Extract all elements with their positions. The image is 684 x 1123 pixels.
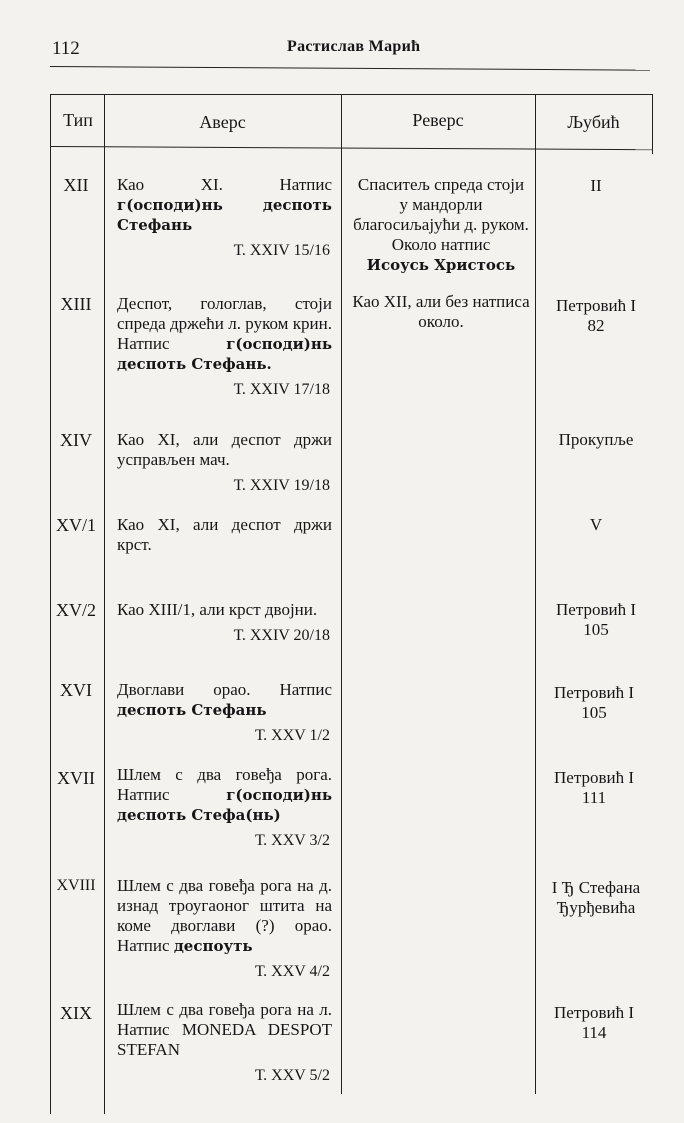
avers-text: Као XI, али деспот држи крст. [117, 515, 332, 554]
row-revers [352, 292, 530, 332]
table-header-rule [50, 146, 653, 150]
row-ljubic: V [589, 515, 603, 534]
row-type: XV/2 [56, 600, 96, 620]
row-revers [352, 175, 530, 275]
column-divider-2 [341, 94, 342, 1094]
row-type: XIX [60, 1003, 92, 1023]
revers-text: Као XII, али без натписа около. [352, 292, 530, 331]
plate-reference: Т. XXV 3/2 [255, 832, 330, 849]
avers-text: Као XI, али деспот држи усправљен мач. [117, 430, 332, 469]
column-header-revers: Реверс [412, 110, 464, 130]
row-ljubic: Прокупље [558, 430, 634, 449]
row-ljubic: Петровић I 114 [554, 1003, 634, 1042]
revers-inscription: Исоусь Христось [366, 256, 516, 274]
column-header-type: Тип [63, 110, 93, 130]
table-right-rule [652, 94, 653, 154]
page-number: 112 [52, 38, 80, 59]
avers-inscription: деспоуть [173, 937, 253, 955]
avers-text: Двоглави орао. Натпис [117, 680, 332, 699]
row-avers [117, 175, 332, 261]
plate-reference: Т. XXIV 15/16 [233, 242, 330, 259]
row-type: XIII [60, 294, 92, 314]
row-avers [117, 294, 332, 400]
avers-text: Као XI. Натпис [117, 175, 332, 194]
row-ljubic: I Ђ Стефана Ђурђевића [551, 878, 641, 917]
row-avers [117, 1000, 332, 1086]
avers-inscription: г(осподи)нь деспоть Стефань [117, 196, 332, 234]
plate-reference: Т. XXV 1/2 [255, 727, 330, 744]
row-type: XII [63, 175, 89, 195]
avers-text: Шлем с два говеђа рога на л. Натпис MONEDA DESPOT STEFAN [117, 1000, 332, 1059]
avers-text: Шлем с два говеђа рога. Натпис [117, 765, 332, 804]
avers-text: Деспот, гологлав, стоји спреда држећи л. руком крин. Натпис [117, 294, 332, 353]
row-type: XVII [57, 768, 95, 788]
row-ljubic: Петровић I 111 [554, 768, 634, 807]
column-header-ljubic: Љубић [567, 112, 620, 132]
row-avers [117, 765, 332, 851]
running-title: Растислав Марић [287, 38, 421, 55]
revers-text: Спаситељ спреда стоји у мандорли благосиљајући д. руком. Около натпис [353, 175, 529, 254]
row-type: XV/1 [56, 515, 96, 535]
row-avers [117, 515, 332, 555]
row-avers [117, 430, 332, 496]
column-divider-3 [535, 94, 536, 1094]
row-type: XIV [60, 430, 92, 450]
plate-reference: Т. XXV 4/2 [255, 963, 330, 980]
row-type: XVI [60, 680, 92, 700]
row-ljubic: Петровић I 105 [554, 683, 634, 722]
row-ljubic: Петровић I 105 [556, 600, 636, 639]
table-top-rule [50, 94, 653, 95]
avers-text: Шлем с два говеђа рога на д. изнад троугаоног штита на коме двоглави (?) орао. Натпис [117, 876, 332, 955]
row-ljubic: II [590, 176, 602, 195]
row-ljubic: Петровић I 82 [556, 296, 636, 335]
row-type: XVIII [56, 877, 96, 894]
avers-text: Као XIII/1, али крст двојни. [117, 600, 318, 619]
plate-reference: Т. XXV 5/2 [255, 1067, 330, 1084]
row-avers [117, 600, 332, 646]
avers-inscription: г(осподи)нь деспоть Стефа(нь) [117, 786, 332, 824]
column-divider-1 [104, 94, 105, 1114]
row-avers [117, 876, 332, 982]
plate-reference: Т. XXIV 20/18 [233, 627, 330, 644]
row-avers [117, 680, 332, 746]
column-header-avers: Аверс [199, 112, 246, 132]
plate-reference: Т. XXIV 19/18 [233, 477, 330, 494]
plate-reference: Т. XXIV 17/18 [233, 381, 330, 398]
avers-inscription: г(осподи)нь деспоть Стефань. [117, 335, 332, 373]
avers-inscription: деспоть Стефань [117, 701, 267, 719]
